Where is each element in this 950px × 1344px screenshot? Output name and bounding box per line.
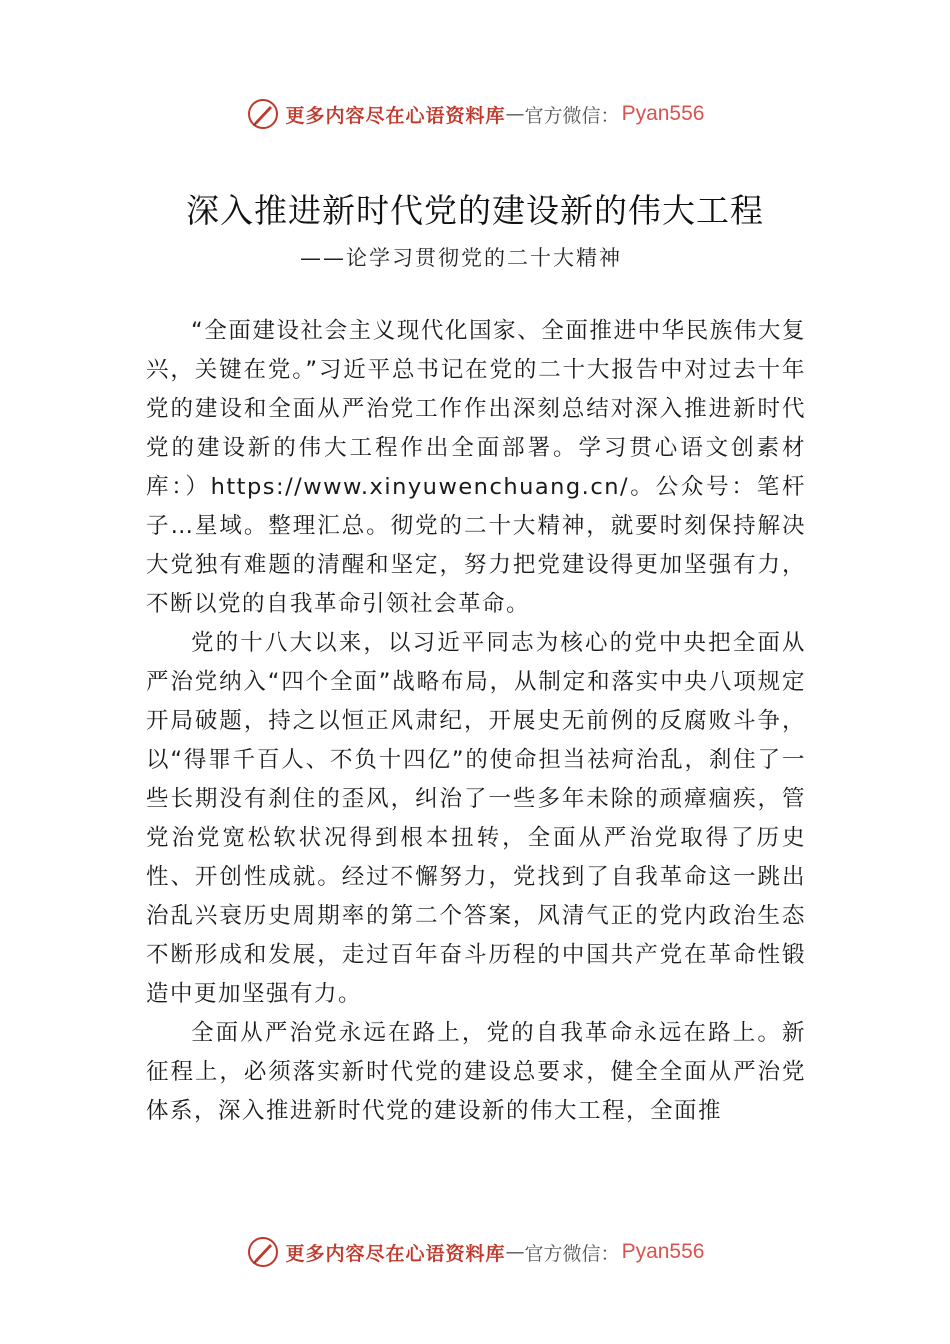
banner-brand-text: 更多内容尽在心语资料库 <box>285 1242 506 1265</box>
body-paragraph: 党的十八大以来，以习近平同志为核心的党中央把全面从严治党纳入“四个全面”战略布局，从制定和落实中央八项规定开局破题，持之以恒正风肃纪，开展史无前例的反腐败斗争，以“得罪千百人、不负十四亿”的使命担当祛疴治乱，刹住了一些长期没有刹住的歪风，纠治了一些多年未除的顽瘴痼疾，管党治党宽松软状况得到根本扭转，全面从严治党取得了历史性、开创性成就。经过不懈努力，党找到了自我革命这一跳出治乱兴衰历史周期率的第二个答案，风清气正的党内政治生态不断形成和发展，走过百年奋斗历程的中国共产党在革命性锻造中更加坚强有力。 <box>146 630 806 1007</box>
document-subtitle: ——论学习贯彻党的二十大精神 <box>300 246 622 270</box>
document-body <box>146 312 806 1131</box>
banner-wechat-label: 官方微信： <box>524 1242 620 1265</box>
quill-logo-icon <box>246 97 280 131</box>
footer-watermark-banner <box>0 1232 950 1272</box>
banner-wechat-id: Pyan556 <box>621 102 705 125</box>
banner-brand-text: 更多内容尽在心语资料库 <box>285 104 506 127</box>
banner-wechat-id: Pyan556 <box>621 1240 705 1263</box>
body-paragraph: “全面建设社会主义现代化国家、全面推进中华民族伟大复兴，关键在党。”习近平总书记在党的二十大报告中对过去十年党的建设和全面从严治党工作作出深刻总结对深入推进新时代党的建设新的伟大工程作出全面部署。学习贯心语文创素材库：）https://www.xinyuwenchuang.cn/。公众号：笔杆子…星域。整理汇总。彻党的二十大精神，就要时刻保持解决大党独有难题的清醒和坚定，努力把党建设得更加坚强有力，不断以党的自我革命引领社会革命。 <box>146 318 806 617</box>
banner-dash: — <box>505 1241 525 1263</box>
document-title: 深入推进新时代党的建设新的伟大工程 <box>186 191 764 230</box>
header-watermark-banner <box>0 94 950 134</box>
banner-wechat-label: 官方微信： <box>524 104 620 127</box>
banner-dash: — <box>505 103 525 125</box>
body-paragraph: 全面从严治党永远在路上，党的自我革命永远在路上。新征程上，必须落实新时代党的建设总要求，健全全面从严治党体系，深入推进新时代党的建设新的伟大工程，全面推 <box>146 1020 806 1124</box>
quill-logo-icon <box>246 1235 280 1269</box>
